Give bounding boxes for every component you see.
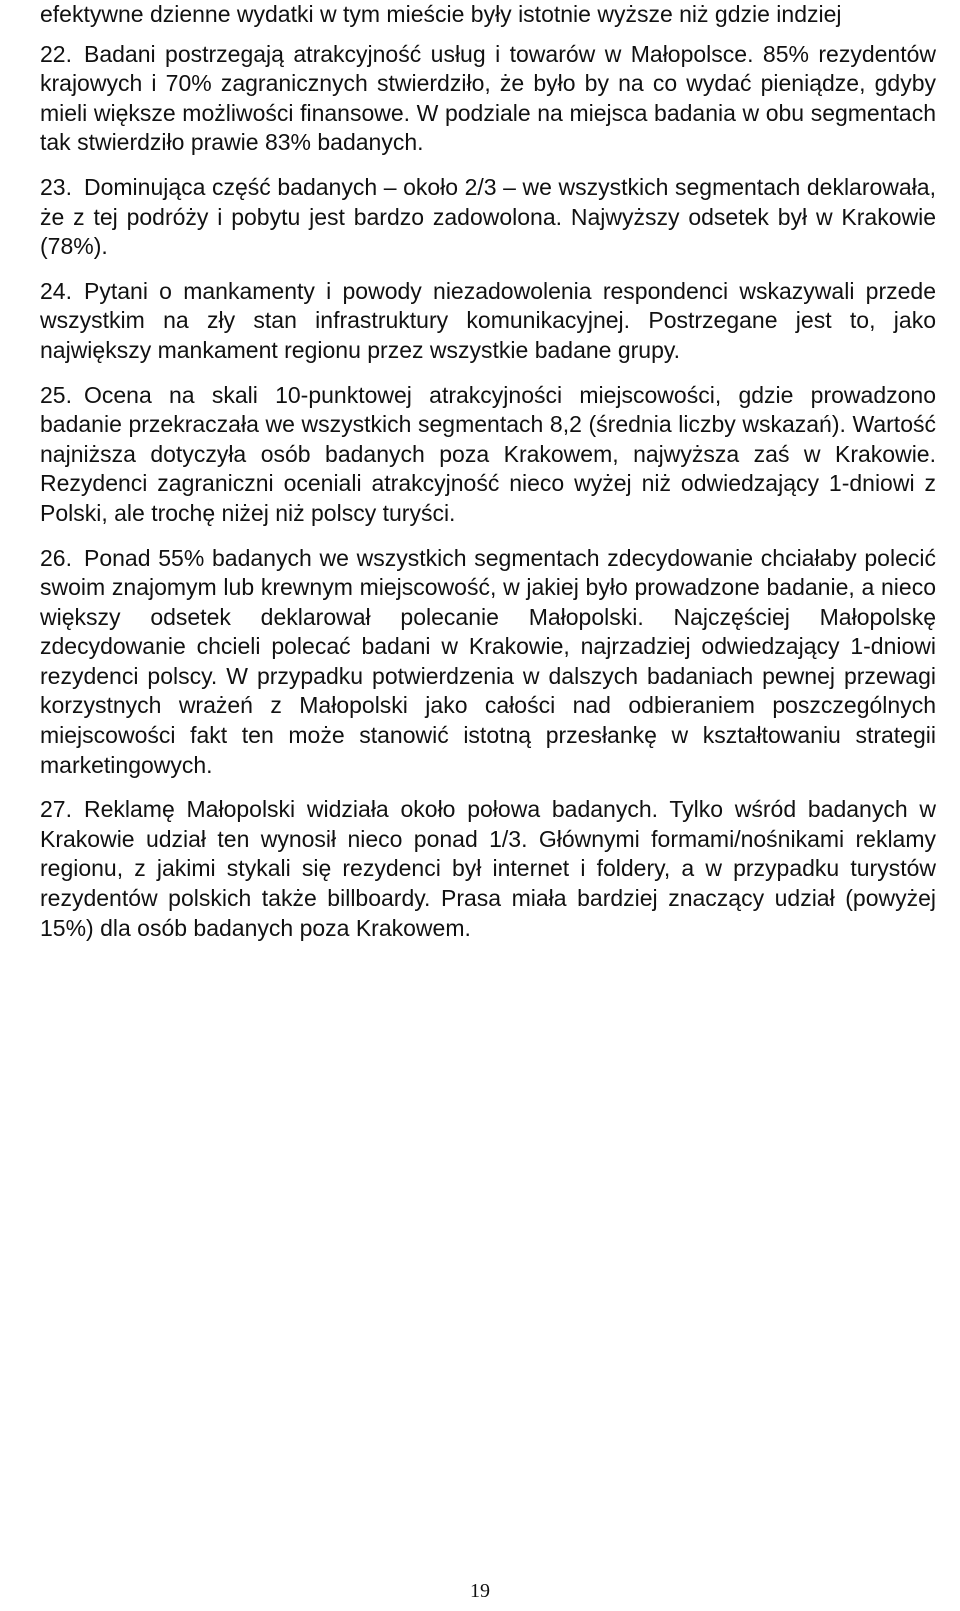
item-text: Dominująca część badanych – około 2/3 – we wszystkich segmentach deklarowała, że z tej podróży i pobytu jest bardzo zadowolona. Najwyższy odsetek był w Krakowie (78%). xyxy=(40,173,936,260)
item-text: Ponad 55% badanych we wszystkich segmentach zdecydowanie chciałaby polecić swoim znajomym lub krewnym miejscowość, w jakiej było prowadzone badanie, a nieco większy odsetek deklarował polecanie Małopolski. Najczęściej Małopolskę zdecydowanie chcieli polecać badani w Krakowie, najrzadziej odwiedzający 1-dniowi rezydenci polscy. W przypadku potwierdzenia w dalszych badaniach pewnej przewagi korzystnych wrażeń z Małopolski jako całości nad odbieraniem poszczególnych miejscowości fakt ten może stanowić istotną przesłankę w kształtowaniu strategii marketingowych. xyxy=(40,544,936,778)
list-item xyxy=(40,277,936,366)
document-page xyxy=(40,0,936,958)
numbered-findings-list xyxy=(40,40,936,944)
item-number: 25. xyxy=(40,381,72,408)
item-number: 22. xyxy=(40,40,72,67)
item-number: 27. xyxy=(40,796,72,823)
item-text: Ocena na skali 10-punktowej atrakcyjności miejscowości, gdzie prowadzono badanie przekraczała we wszystkich segmentach 8,2 (średnia liczby wskazań). Wartość najniższa dotyczyła osób badanych poza Krakowem, najwyższa zaś w Krakowie. Rezydenci zagraniczni oceniali atrakcyjność nieco wyżej niż odwiedzający 1-dniowi z Polski, ale trochę niżej niż polscy turyści. xyxy=(40,381,936,526)
list-item xyxy=(40,795,936,943)
item-number: 26. xyxy=(40,544,72,571)
item-number: 23. xyxy=(40,173,72,200)
page-number: 19 xyxy=(470,1580,490,1602)
item-text: Pytani o mankamenty i powody niezadowolenia respondenci wskazywali przede wszystkim na zły stan infrastruktury komunikacyjnej. Postrzegane jest to, jako największy mankament regionu przez wszystkie badane grupy. xyxy=(40,277,936,363)
item-text: Badani postrzegają atrakcyjność usług i towarów w Małopolsce. 85% rezydentów krajowych i 70% zagranicznych stwierdziło, że było by na co wydać pieniądze, gdyby mieli większe możliwości finansowe. W podziale na miejsca badania w obu segmentach tak stwierdziło prawie 83% badanych. xyxy=(40,40,936,156)
list-item xyxy=(40,173,936,262)
list-item xyxy=(40,544,936,781)
item-text: Reklamę Małopolski widziała około połowa badanych. Tylko wśród badanych w Krakowie udział ten wynosił nieco ponad 1/3. Głównymi formami/nośnikami reklamy regionu, z jakimi stykali się rezydenci był internet i foldery, a w przypadku turystów rezydentów polskich także billboardy. Prasa miała bardziej znaczący udział (powyżej 15%) dla osób badanych poza Krakowem. xyxy=(40,796,936,941)
list-item xyxy=(40,381,936,529)
continued-paragraph: efektywne dzienne wydatki w tym mieście były istotnie wyższe niż gdzie indziej xyxy=(40,1,842,27)
list-item xyxy=(40,40,936,158)
item-number: 24. xyxy=(40,277,72,304)
